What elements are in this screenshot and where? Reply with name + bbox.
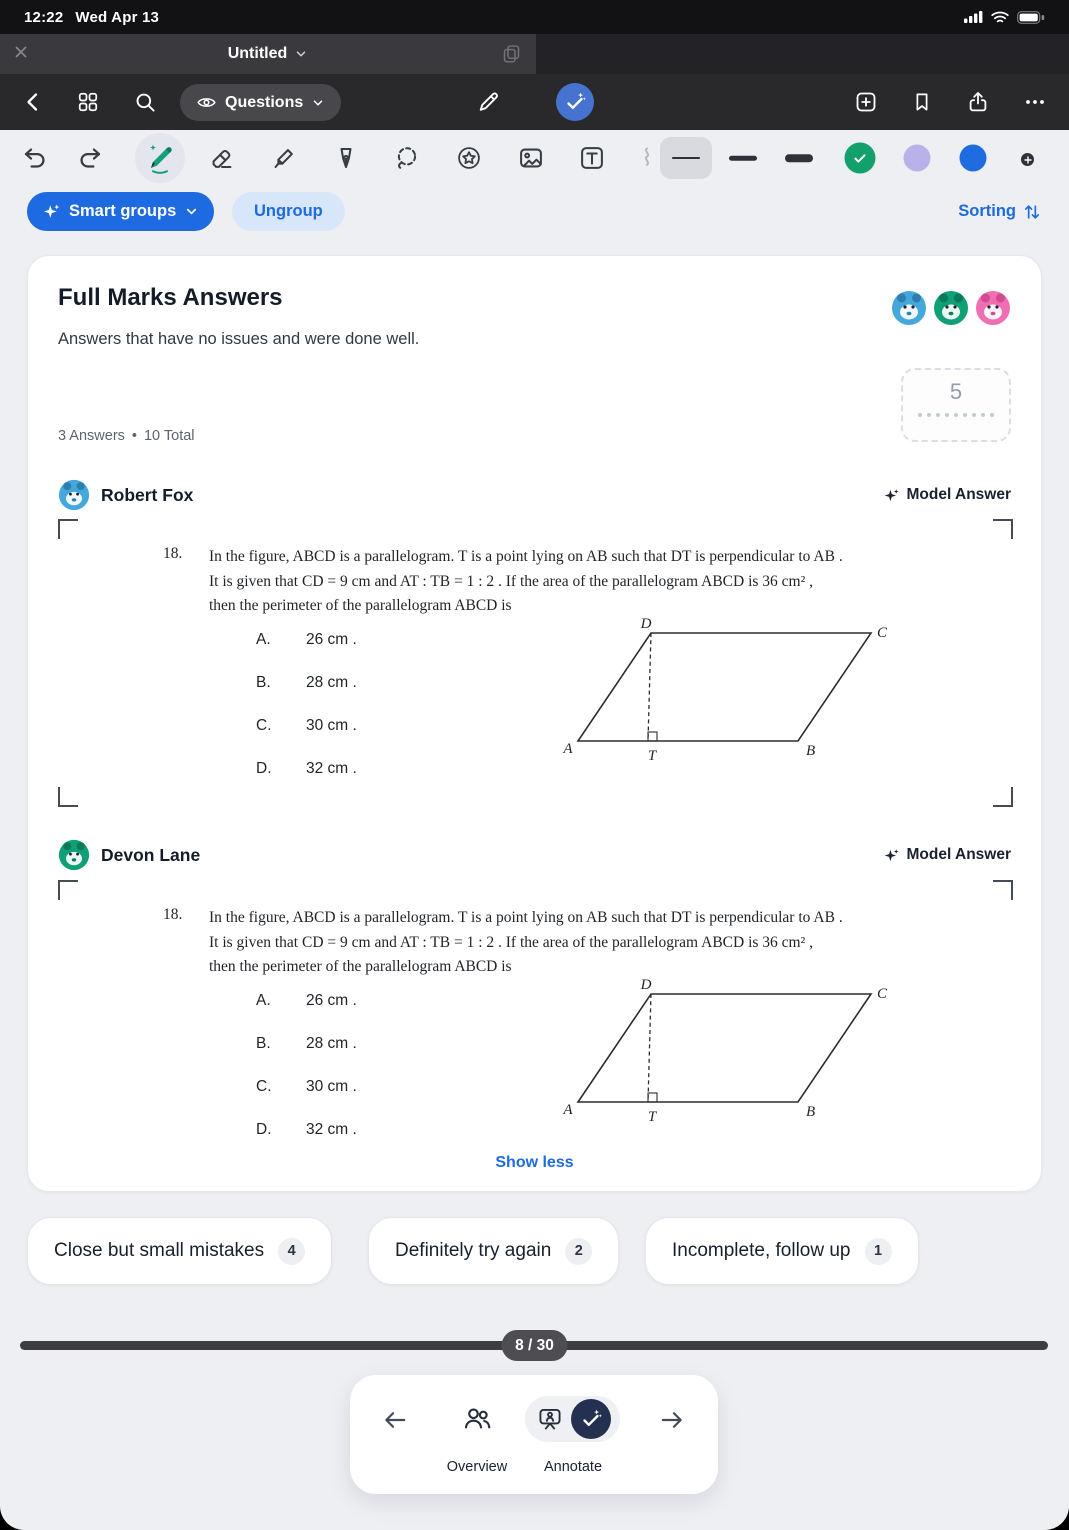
more-icon[interactable] — [1023, 90, 1047, 114]
group-pill-close-but-small-mistakes[interactable] — [27, 1217, 332, 1285]
question-number: 18. — [163, 906, 183, 923]
wifi-icon — [991, 11, 1009, 24]
chevron-down-icon — [311, 96, 325, 110]
avatar-green[interactable] — [931, 288, 971, 328]
status-time: 12:22 — [24, 8, 64, 26]
groups-bar — [0, 190, 1069, 234]
svg-text:D: D — [640, 977, 652, 993]
eye-icon — [196, 92, 217, 113]
pages-icon[interactable] — [501, 43, 522, 64]
text-tool-icon[interactable] — [579, 145, 606, 172]
lasso-select-icon[interactable] — [394, 145, 421, 172]
group-title: Full Marks Answers — [58, 284, 283, 311]
next-page-arrow-icon[interactable] — [659, 1407, 685, 1433]
group-pill-count: 4 — [278, 1238, 305, 1265]
question-options: A. 26 cm . B. 28 cm . C. 30 cm . D. 32 cm . — [256, 631, 357, 777]
group-count: 5 — [949, 379, 963, 404]
svg-text:C: C — [877, 986, 888, 1002]
question-text: In the figure, ABCD is a parallelogram. T is a point lying on AB such that DT is perpendicular to AB . It is given that CD = 9 cm and AT : TB = 1 : 2 . If the area of the parallelogram ABCD is 36 cm² , then the perimeter of the parallelogram ABCD is — [209, 909, 843, 975]
svg-text:B: B — [806, 743, 816, 759]
student-row[interactable] — [58, 478, 1011, 512]
svg-text:T: T — [647, 1109, 657, 1125]
main-toolbar — [0, 74, 1069, 130]
answer-group-card — [27, 255, 1042, 1192]
smart-groups-label: Smart groups — [69, 202, 177, 220]
document-title: Untitled — [227, 45, 288, 62]
question-number: 18. — [163, 545, 183, 562]
student-row[interactable] — [58, 838, 1011, 872]
stroke-style-icon[interactable] — [635, 145, 659, 171]
answers-summary — [58, 428, 195, 444]
group-pill-incomplete-follow-up[interactable] — [645, 1217, 919, 1285]
student-name: Robert Fox — [101, 484, 194, 505]
annotate-check-button[interactable] — [571, 1399, 611, 1439]
annotate-label[interactable]: Annotate — [543, 1459, 603, 1475]
drawing-toolbar — [0, 130, 1069, 186]
previous-page-arrow-icon[interactable] — [382, 1407, 408, 1433]
bookmark-icon[interactable] — [911, 91, 934, 114]
svg-text:T: T — [647, 748, 657, 764]
highlighter-icon[interactable] — [271, 145, 298, 172]
svg-text:B: B — [806, 1104, 816, 1120]
bullet-separator: • — [131, 428, 137, 444]
group-pill-label: Definitely try again — [395, 1240, 552, 1261]
answers-count: 3 Answers — [58, 428, 125, 444]
search-icon[interactable] — [134, 91, 157, 114]
model-answer-label: Model Answer — [906, 486, 1011, 503]
close-tab-icon[interactable] — [14, 45, 28, 59]
group-pill-label: Close but small mistakes — [54, 1240, 265, 1261]
bottom-navigation — [350, 1375, 718, 1494]
show-less-link[interactable]: Show less — [495, 1154, 574, 1171]
group-pill-label: Incomplete, follow up — [672, 1240, 851, 1261]
chevron-down-icon — [184, 204, 199, 219]
color-swatch-purple[interactable] — [904, 145, 931, 172]
avatar-pink[interactable] — [973, 288, 1013, 328]
group-subtitle: Answers that have no issues and were done well. — [58, 330, 420, 348]
count-dots — [903, 413, 1009, 417]
model-answer-label: Model Answer — [906, 846, 1011, 863]
student-avatar — [58, 839, 90, 871]
ungroup-button[interactable] — [232, 192, 345, 231]
sorting-button[interactable] — [958, 192, 1042, 231]
avatar-blue[interactable] — [889, 288, 929, 328]
group-count-box[interactable] — [901, 368, 1011, 442]
group-pill-count: 2 — [565, 1238, 592, 1265]
stroke-width-thin-selected[interactable] — [660, 137, 712, 179]
annotate-tool-group — [525, 1396, 620, 1442]
stroke-width-medium[interactable] — [729, 156, 757, 161]
chevron-down-icon[interactable] — [294, 47, 308, 61]
color-swatch-blue[interactable] — [960, 145, 987, 172]
question-text: In the figure, ABCD is a parallelogram. T is a point lying on AB such that DT is perpendicular to AB . It is given that CD = 9 cm and AT : TB = 1 : 2 . If the area of the parallelogram ABCD is 36 cm² , then the perimeter of the parallelogram ABCD is — [209, 548, 843, 614]
document-tab[interactable] — [0, 34, 536, 74]
undo-icon[interactable] — [22, 145, 49, 172]
pen-icon[interactable] — [476, 90, 501, 115]
group-pill-count: 1 — [865, 1238, 892, 1265]
cellular-signal-icon — [964, 11, 983, 23]
question-region — [58, 880, 1013, 1138]
presentation-icon[interactable] — [536, 1405, 564, 1433]
star-stamp-icon[interactable] — [456, 145, 483, 172]
group-pill-definitely-try-again[interactable] — [368, 1217, 619, 1285]
sparkle-icon — [42, 202, 61, 221]
redo-icon[interactable] — [77, 145, 104, 172]
parallelogram-diagram — [556, 616, 891, 777]
tab-bar — [0, 34, 1069, 74]
battery-icon — [1017, 11, 1045, 24]
student-name: Devon Lane — [101, 844, 201, 865]
model-answer-button[interactable] — [883, 486, 1012, 504]
status-bar — [0, 0, 1069, 34]
page-progress-badge: 8 / 30 — [501, 1330, 568, 1361]
question-options: A. 26 cm . B. 28 cm . C. 30 cm . D. 32 cm . — [256, 992, 357, 1138]
overview-people-icon[interactable] — [462, 1403, 492, 1433]
svg-text:D: D — [640, 616, 652, 632]
pen-tool-selected[interactable] — [135, 133, 185, 183]
overview-label[interactable]: Overview — [446, 1459, 508, 1475]
sort-arrows-icon — [1022, 202, 1042, 222]
add-page-icon[interactable] — [854, 90, 878, 114]
color-swatch-green-selected[interactable] — [845, 143, 876, 174]
share-icon[interactable] — [966, 90, 990, 114]
svg-text:C: C — [877, 625, 888, 641]
status-date: Wed Apr 13 — [75, 8, 160, 26]
smart-groups-button[interactable] — [27, 192, 214, 231]
eraser-icon[interactable] — [209, 145, 236, 172]
questions-dropdown[interactable] — [180, 84, 341, 121]
grade-check-button[interactable] — [556, 83, 594, 121]
model-answer-button[interactable] — [883, 846, 1012, 864]
group-avatars — [887, 288, 1013, 328]
image-icon[interactable] — [518, 145, 545, 172]
svg-text:A: A — [563, 1102, 573, 1118]
grid-view-icon[interactable] — [77, 91, 100, 114]
back-chevron-icon[interactable] — [21, 90, 45, 114]
parallelogram-diagram — [556, 977, 891, 1138]
svg-text:A: A — [563, 741, 573, 757]
sorting-label: Sorting — [958, 202, 1016, 220]
question-region — [58, 519, 1013, 807]
total-count: 10 Total — [143, 428, 195, 444]
questions-label: Questions — [225, 93, 304, 111]
fountain-pen-icon[interactable] — [333, 145, 360, 172]
student-avatar — [58, 479, 90, 511]
stroke-width-thick[interactable] — [785, 154, 813, 162]
ungroup-label: Ungroup — [254, 202, 323, 220]
